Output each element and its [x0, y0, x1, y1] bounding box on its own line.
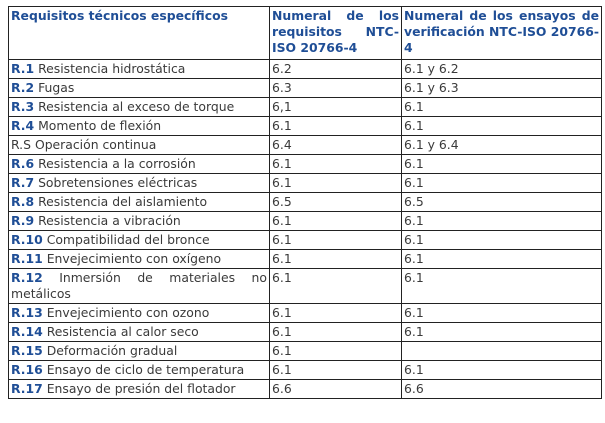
- requirement-name: Resistencia al calor seco: [46, 324, 199, 339]
- requirement-cell: [9, 117, 270, 136]
- table-row: [9, 212, 602, 231]
- table-row: [9, 323, 602, 342]
- requirement-cell: [9, 361, 270, 380]
- requirement-name: Resistencia hidrostática: [38, 61, 186, 76]
- requirements-table: [8, 6, 602, 399]
- requirement-code: R.17: [11, 381, 43, 396]
- numeral-ensayo-cell: 6.1: [402, 98, 602, 117]
- numeral-ensayo-cell: 6.1 y 6.3: [402, 79, 602, 98]
- table-row: [9, 117, 602, 136]
- requirement-code: R.12: [11, 270, 43, 285]
- requirement-code: R.9: [11, 213, 35, 228]
- requirement-name: Ensayo de presión del flotador: [46, 381, 236, 396]
- requirement-cell: [9, 304, 270, 323]
- requirement-name: Resistencia a vibración: [38, 213, 181, 228]
- requirement-code: R.10: [11, 232, 43, 247]
- requirement-code: R.13: [11, 305, 43, 320]
- requirement-code: R.7: [11, 175, 35, 190]
- numeral-ensayo-cell: 6.1: [402, 212, 602, 231]
- table-row: [9, 60, 602, 79]
- table-row: [9, 193, 602, 212]
- table-row: [9, 79, 602, 98]
- numeral-requisito-cell: 6.1: [270, 304, 402, 323]
- numeral-requisito-cell: 6.1: [270, 212, 402, 231]
- requirement-cell: [9, 98, 270, 117]
- requirement-code: R.15: [11, 343, 43, 358]
- requirement-name: Momento de flexión: [38, 118, 162, 133]
- requirement-name: Compatibilidad del bronce: [46, 232, 210, 247]
- numeral-ensayo-cell: 6.1 y 6.4: [402, 136, 602, 155]
- requirement-code: R.S: [11, 137, 31, 152]
- numeral-requisito-cell: 6.1: [270, 361, 402, 380]
- requirement-name: Resistencia al exceso de torque: [38, 99, 235, 114]
- requirement-cell: [9, 269, 270, 304]
- requirement-cell: [9, 193, 270, 212]
- table-row: [9, 174, 602, 193]
- requirement-code: R.16: [11, 362, 43, 377]
- requirement-code: R.6: [11, 156, 35, 171]
- requirement-cell: [9, 155, 270, 174]
- numeral-ensayo-cell: 6.1: [402, 323, 602, 342]
- numeral-requisito-cell: 6.1: [270, 342, 402, 361]
- numeral-requisito-cell: 6.3: [270, 79, 402, 98]
- table-row: [9, 269, 602, 304]
- numeral-requisito-cell: 6.2: [270, 60, 402, 79]
- requirement-cell: [9, 60, 270, 79]
- requirement-code: R.8: [11, 194, 35, 209]
- numeral-ensayo-cell: 6.1: [402, 361, 602, 380]
- numeral-requisito-cell: 6.6: [270, 380, 402, 399]
- requirement-name: Ensayo de ciclo de temperatura: [46, 362, 245, 377]
- requirement-cell: [9, 231, 270, 250]
- table-row: [9, 342, 602, 361]
- numeral-requisito-cell: 6.4: [270, 136, 402, 155]
- table-row: [9, 98, 602, 117]
- numeral-requisito-cell: 6.1: [270, 174, 402, 193]
- requirement-name: Fugas: [38, 80, 75, 95]
- table-row: [9, 231, 602, 250]
- requirement-name: Resistencia del aislamiento: [38, 194, 208, 209]
- requirement-code: R.1: [11, 61, 35, 76]
- requirement-name: Envejecimiento con ozono: [46, 305, 210, 320]
- numeral-requisito-cell: 6.1: [270, 250, 402, 269]
- requirement-name: Deformación gradual: [46, 343, 178, 358]
- numeral-ensayo-cell: 6.1: [402, 155, 602, 174]
- table-row: [9, 136, 602, 155]
- numeral-ensayo-cell: 6.5: [402, 193, 602, 212]
- requirement-cell: [9, 212, 270, 231]
- numeral-requisito-cell: 6.1: [270, 155, 402, 174]
- requirement-code: R.14: [11, 324, 43, 339]
- requirement-code: R.3: [11, 99, 35, 114]
- requirement-cell: [9, 174, 270, 193]
- header-requisitos: Requisitos técnicos específicos: [9, 7, 270, 60]
- requirement-code: R.2: [11, 80, 35, 95]
- requirement-name: Envejecimiento con oxígeno: [46, 251, 222, 266]
- header-numeral-ensayos: Numeral de los ensayos de verificación NTC-ISO 20766-4: [402, 7, 602, 60]
- requirement-cell: [9, 342, 270, 361]
- numeral-ensayo-cell: 6.1: [402, 231, 602, 250]
- requirement-cell: [9, 79, 270, 98]
- numeral-ensayo-cell: 6.1: [402, 304, 602, 323]
- requirement-code: R.4: [11, 118, 35, 133]
- table-row: [9, 304, 602, 323]
- requirement-name: Sobretensiones eléctricas: [38, 175, 198, 190]
- table-row: [9, 380, 602, 399]
- requirement-cell: [9, 323, 270, 342]
- requirement-cell: [9, 136, 270, 155]
- requirement-code: R.11: [11, 251, 43, 266]
- table-row: [9, 155, 602, 174]
- requirement-cell: [9, 250, 270, 269]
- requirement-name: Resistencia a la corrosión: [38, 156, 196, 171]
- numeral-requisito-cell: 6.1: [270, 323, 402, 342]
- numeral-requisito-cell: 6,1: [270, 98, 402, 117]
- numeral-ensayo-cell: 6.1 y 6.2: [402, 60, 602, 79]
- numeral-requisito-cell: 6.5: [270, 193, 402, 212]
- numeral-ensayo-cell: 6.1: [402, 250, 602, 269]
- numeral-requisito-cell: 6.1: [270, 117, 402, 136]
- numeral-requisito-cell: 6.1: [270, 269, 402, 304]
- numeral-ensayo-cell: 6.6: [402, 380, 602, 399]
- numeral-ensayo-cell: 6.1: [402, 174, 602, 193]
- table-row: [9, 250, 602, 269]
- requirement-cell: [9, 380, 270, 399]
- numeral-ensayo-cell: 6.1: [402, 117, 602, 136]
- header-row: [9, 7, 602, 60]
- requirement-name: Operación continua: [34, 137, 157, 152]
- numeral-requisito-cell: 6.1: [270, 231, 402, 250]
- numeral-ensayo-cell: [402, 342, 602, 361]
- requirement-name: Inmersión de materiales no metálicos: [11, 270, 267, 301]
- numeral-ensayo-cell: 6.1: [402, 269, 602, 304]
- table-row: [9, 361, 602, 380]
- header-numeral-requisitos: Numeral de los requisitos NTC-ISO 20766-4: [270, 7, 402, 60]
